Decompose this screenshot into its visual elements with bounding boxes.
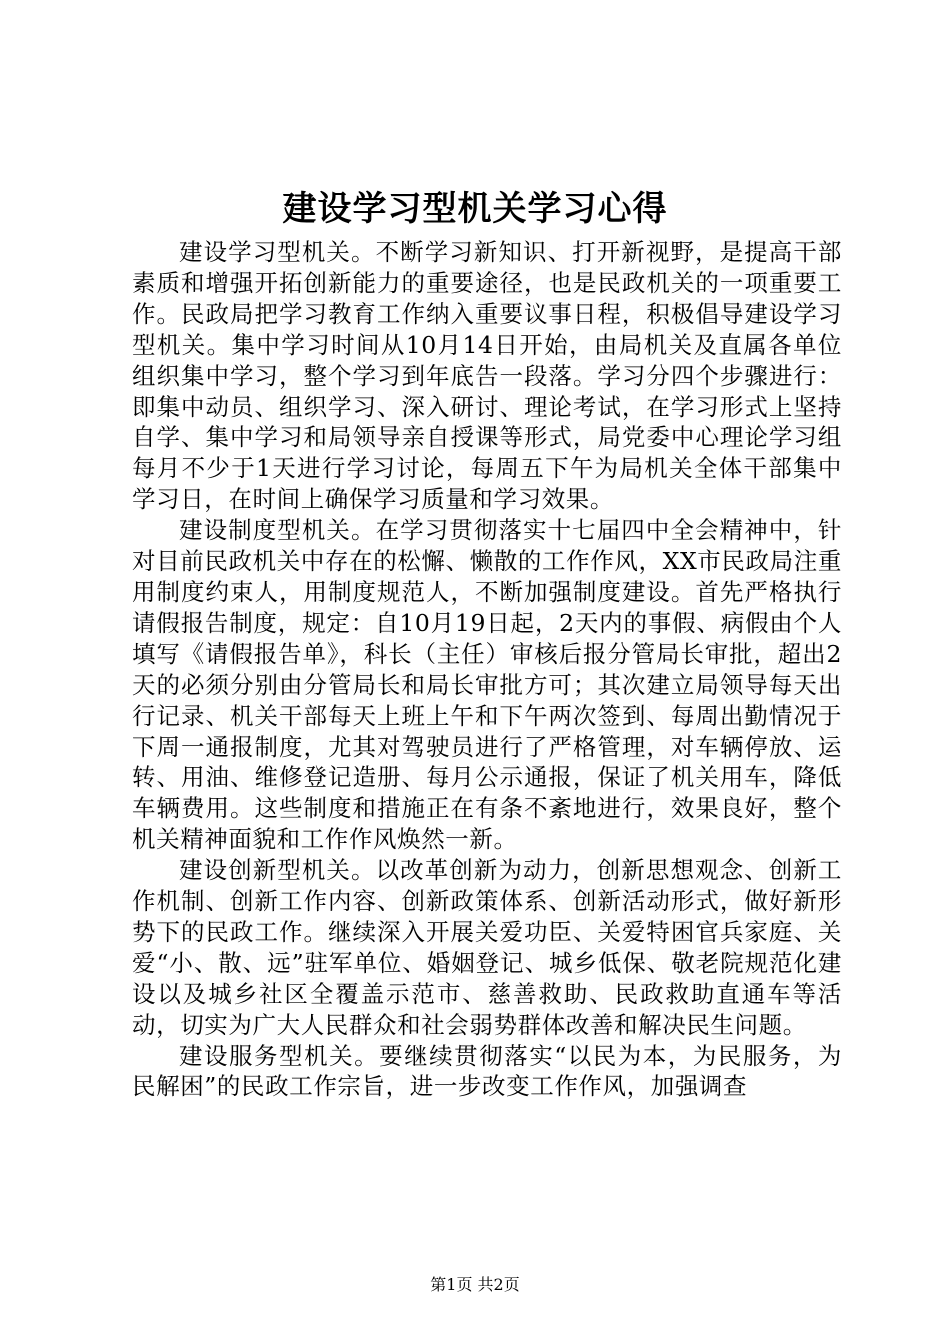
document-body bbox=[132, 237, 842, 1102]
paragraph: 建设制度型机关。在学习贯彻落实十七届四中全会精神中，针对目前民政机关中存在的松懈、懒散的工作作风，XX市民政局注重用制度约束人，用制度规范人，不断加强制度建设。首先严格执行请假报告制度，规定：自10月19日起，2天内的事假、病假由个人填写《请假报告单》，科长（主任）审核后报分管局长审批，超出2天的必须分别由分管局长和局长审批方可；其次建立局领导每天出行记录、机关干部每天上班上午和下午两次签到、每周出勤情况于下周一通报制度，尤其对驾驶员进行了严格管理，对车辆停放、运转、用油、维修登记造册、每月公示通报，保证了机关用车，降低车辆费用。这些制度和措施正在有条不紊地进行，效果良好，整个机关精神面貌和工作作风焕然一新。 bbox=[132, 516, 842, 854]
paragraph: 建设学习型机关。不断学习新知识、打开新视野，是提高干部素质和增强开拓创新能力的重要途径，也是民政机关的一项重要工作。民政局把学习教育工作纳入重要议事日程，积极倡导建设学习型机关。集中学习时间从10月14日开始，由局机关及直属各单位组织集中学习，整个学习到年底告一段落。学习分四个步骤进行：即集中动员、组织学习、深入研讨、理论考试，在学习形式上坚持自学、集中学习和局领导亲自授课等形式，局党委中心理论学习组每月不少于1天进行学习讨论，每周五下午为局机关全体干部集中学习日，在时间上确保学习质量和学习效果。 bbox=[132, 238, 842, 514]
paragraph: 建设服务型机关。要继续贯彻落实“以民为本，为民服务，为民解困”的民政工作宗旨，进一步改变工作作风，加强调查 bbox=[132, 1041, 842, 1101]
page-number-footer: 第1页 共2页 bbox=[430, 1275, 520, 1294]
document-title: 建设学习型机关学习心得 bbox=[282, 189, 668, 229]
paragraph: 建设创新型机关。以改革创新为动力，创新思想观念、创新工作机制、创新工作内容、创新政策体系、创新活动形式，做好新形势下的民政工作。继续深入开展关爱功臣、关爱特困官兵家庭、关爱“小、散、远”驻军单位、婚姻登记、城乡低保、敬老院规范化建设以及城乡社区全覆盖示范市、慈善救助、民政救助直通车等活动，切实为广大人民群众和社会弱势群体改善和解决民生问题。 bbox=[132, 856, 842, 1039]
